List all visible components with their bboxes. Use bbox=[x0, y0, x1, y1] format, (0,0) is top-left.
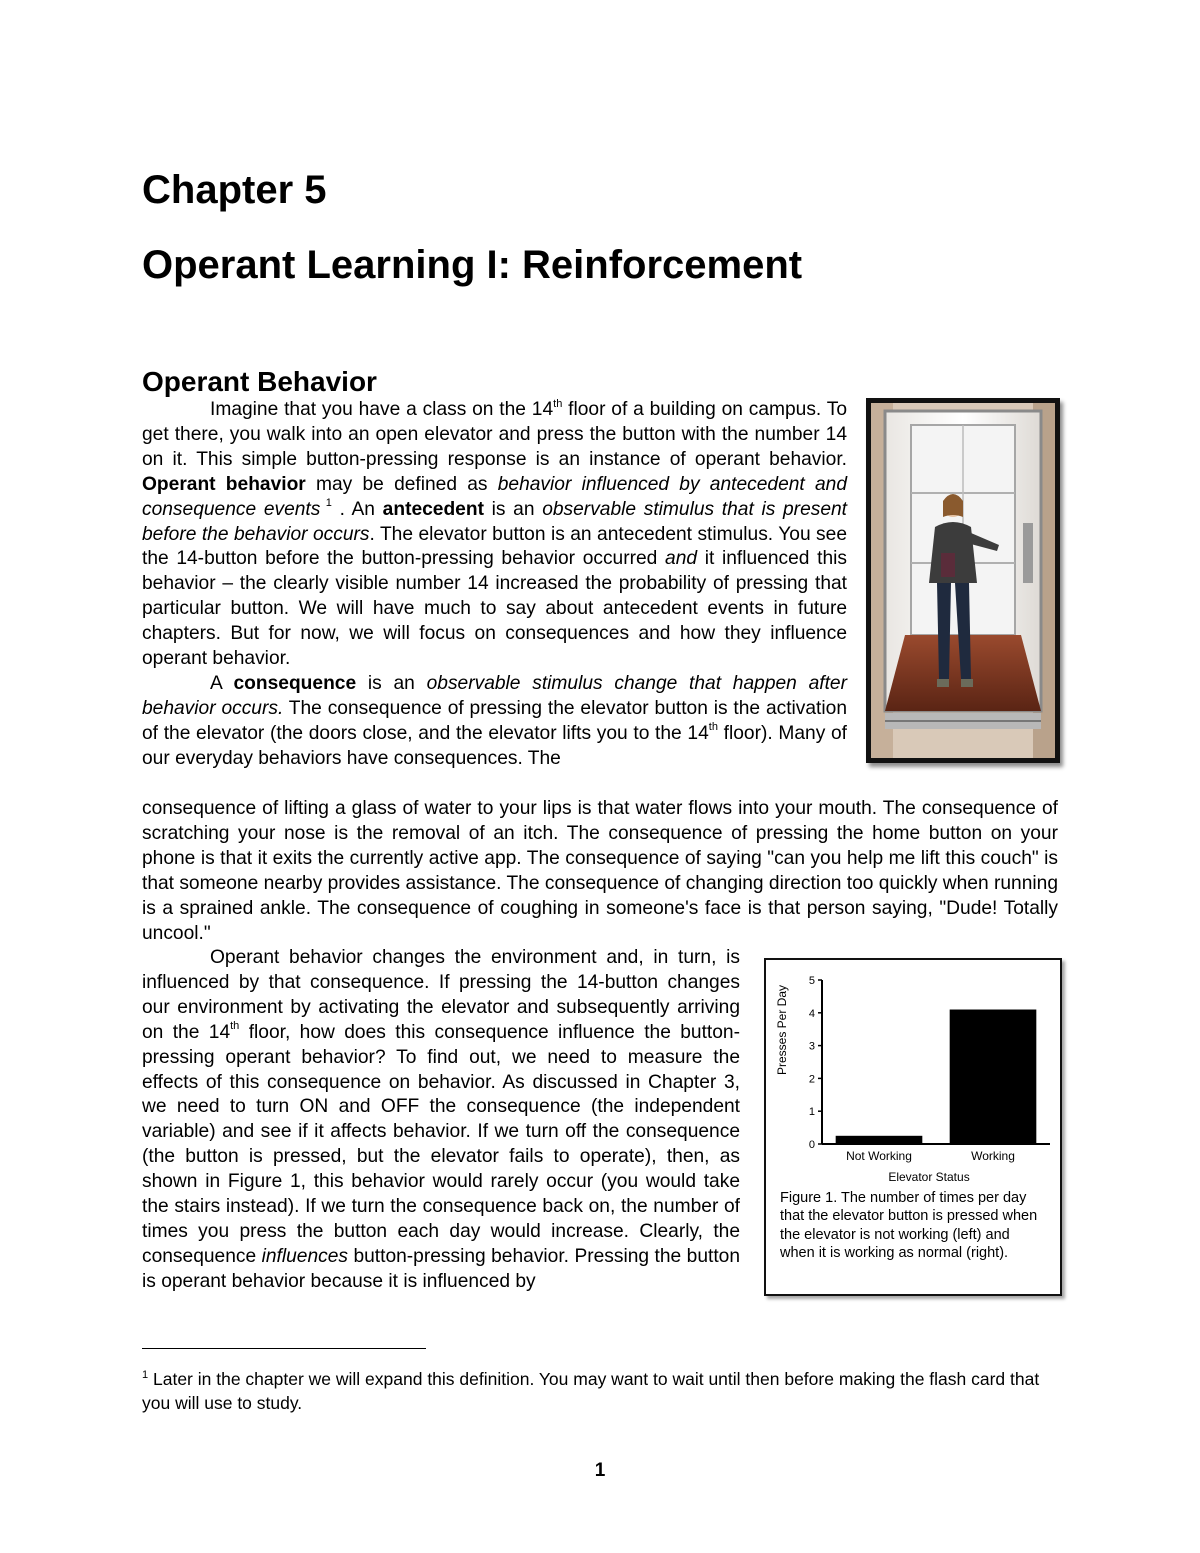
chapter-title: Operant Learning I: Reinforcement bbox=[142, 243, 803, 287]
p2-sup: th bbox=[708, 721, 718, 734]
term-antecedent: antecedent bbox=[382, 498, 484, 520]
x-axis-label: Elevator Status bbox=[888, 1170, 970, 1184]
paragraph-consequence-examples: consequence of lifting a glass of water to your lips is that water flows into your mouth. The consequence of scratching your nose is the removal of an itch. The consequence of pressing the home button on your phone is that it exits the currently active app. The consequence of saying "can you help me lift this couch" is that someone nearby provides assistance. The consequence of changing direction too quickly when running is a sprained ankle. The consequence of coughing in someone's face is that person saying, "Dude! Totally uncool." bbox=[142, 798, 1058, 944]
p1-text-f: . The elevator button is an antecedent stimulus. You see the 14-button before the button-pressing behavior occurred bbox=[142, 523, 847, 570]
term-operant-behavior: Operant behavior bbox=[142, 473, 306, 495]
p1-text-d: . An bbox=[331, 498, 383, 520]
definition-consequence: observable stimulus change that happen after behavior occurs. bbox=[142, 672, 847, 719]
figure-1 bbox=[764, 958, 1062, 1296]
paragraph-consequence bbox=[142, 672, 847, 772]
definition-operant-behavior: behavior influenced by antecedent and consequence events bbox=[142, 473, 847, 520]
elevator-photo bbox=[866, 398, 1060, 763]
p3-text-a: Operant behavior changes the environment and, in turn, is influenced by that consequence. If pressing the 14-button changes our environment by activating the elevator and subsequently arriving on the 14 bbox=[142, 947, 740, 1043]
p1-text-b: floor of a building on campus. To get there, you walk into an open elevator and press the button with the number 14 on it. This simple button-pressing response is an instance of operant behavior. bbox=[142, 399, 848, 470]
chapter-label: Chapter 5 bbox=[142, 168, 327, 212]
p2-text-a: A bbox=[210, 672, 234, 694]
paragraph-measurement bbox=[142, 946, 740, 1295]
y-tick-label: 5 bbox=[808, 975, 815, 987]
p1-text-g: it influenced this behavior – the clearly visible number 14 increased the probability of pressing that particular button. We will have much to say about antecedent events in future chapters. But for now, we will focus on consequences and how they influence operant behavior. bbox=[142, 548, 847, 670]
footnote-text bbox=[142, 1363, 1042, 1415]
p1-sup: th bbox=[553, 397, 563, 410]
x-tick-label: Working bbox=[971, 1149, 1015, 1163]
y-tick-label: 0 bbox=[808, 1139, 815, 1151]
y-tick-label: 2 bbox=[808, 1073, 815, 1086]
definition-antecedent: observable stimulus that is present before the behavior occurs bbox=[142, 498, 848, 545]
p1-emphasis-and: and bbox=[665, 548, 698, 570]
y-axis-label: Presses Per Day bbox=[775, 984, 789, 1076]
x-tick-label: Not Working bbox=[846, 1149, 912, 1163]
p1-text-e: is an bbox=[483, 498, 543, 520]
bar-working bbox=[950, 1010, 1037, 1144]
figure-caption: Figure 1. The number of times per day that the elevator button is pressed when the elevator is not working (left) and when it is working as normal (right). bbox=[780, 1190, 1038, 1261]
p2-text-b: is an bbox=[356, 672, 427, 694]
bar-chart bbox=[766, 960, 1060, 1186]
p1-text-a: Imagine that you have a class on the 14 bbox=[210, 399, 554, 420]
bar-not-working bbox=[836, 1136, 923, 1144]
term-consequence: consequence bbox=[233, 672, 357, 694]
p3-text-c: button-pressing behavior. Pressing the button is operant behavior because it is influenced by bbox=[142, 1245, 740, 1292]
p3-emphasis-influences: influences bbox=[261, 1245, 348, 1267]
footnote bbox=[142, 1363, 1042, 1415]
y-tick-label: 3 bbox=[808, 1040, 815, 1053]
y-tick-label: 1 bbox=[808, 1106, 815, 1119]
footnote-marker: 1 bbox=[142, 1369, 149, 1381]
p2-text-d: floor). Many of our everyday behaviors have consequences. The bbox=[142, 722, 847, 769]
body-column-full bbox=[142, 797, 1058, 946]
footnote-ref[interactable]: 1 bbox=[320, 497, 332, 510]
section-heading: Operant Behavior bbox=[142, 366, 377, 397]
y-tick-label: 4 bbox=[808, 1007, 815, 1020]
p2-text-c: The consequence of pressing the elevator button is the activation of the elevator (the doors close, and the elevator lifts you to the 14 bbox=[142, 697, 847, 744]
p3-sup: th bbox=[230, 1020, 240, 1033]
footnote-body: Later in the chapter we will expand this definition. You may want to wait until then before making the flash card that you will use to study. bbox=[142, 1368, 1040, 1413]
paragraph-operant-behavior bbox=[142, 398, 847, 672]
p3-text-b: floor, how does this consequence influence the button-pressing operant behavior? To find out, we need to measure the effects of this consequence on behavior. As discussed in Chapter 3, we need to turn ON and OFF the consequence (the independent variable) and see if it affects behavior. If we turn off the consequence (the button is pressed, but the elevator fails to operate), then, as shown in Figure 1, this behavior would rarely occur (you would take the stairs instead). If we turn the consequence back on, the number of times you press the button each day would increase. Clearly, the consequence bbox=[142, 1021, 740, 1267]
page-number: 1 bbox=[594, 1460, 606, 1481]
footnote-separator bbox=[142, 1348, 426, 1349]
p1-text-c: may be defined as bbox=[305, 473, 498, 495]
body-column-top bbox=[142, 398, 847, 772]
elevator-photo-illustration bbox=[871, 403, 1055, 758]
body-column-bottom bbox=[142, 946, 740, 1295]
